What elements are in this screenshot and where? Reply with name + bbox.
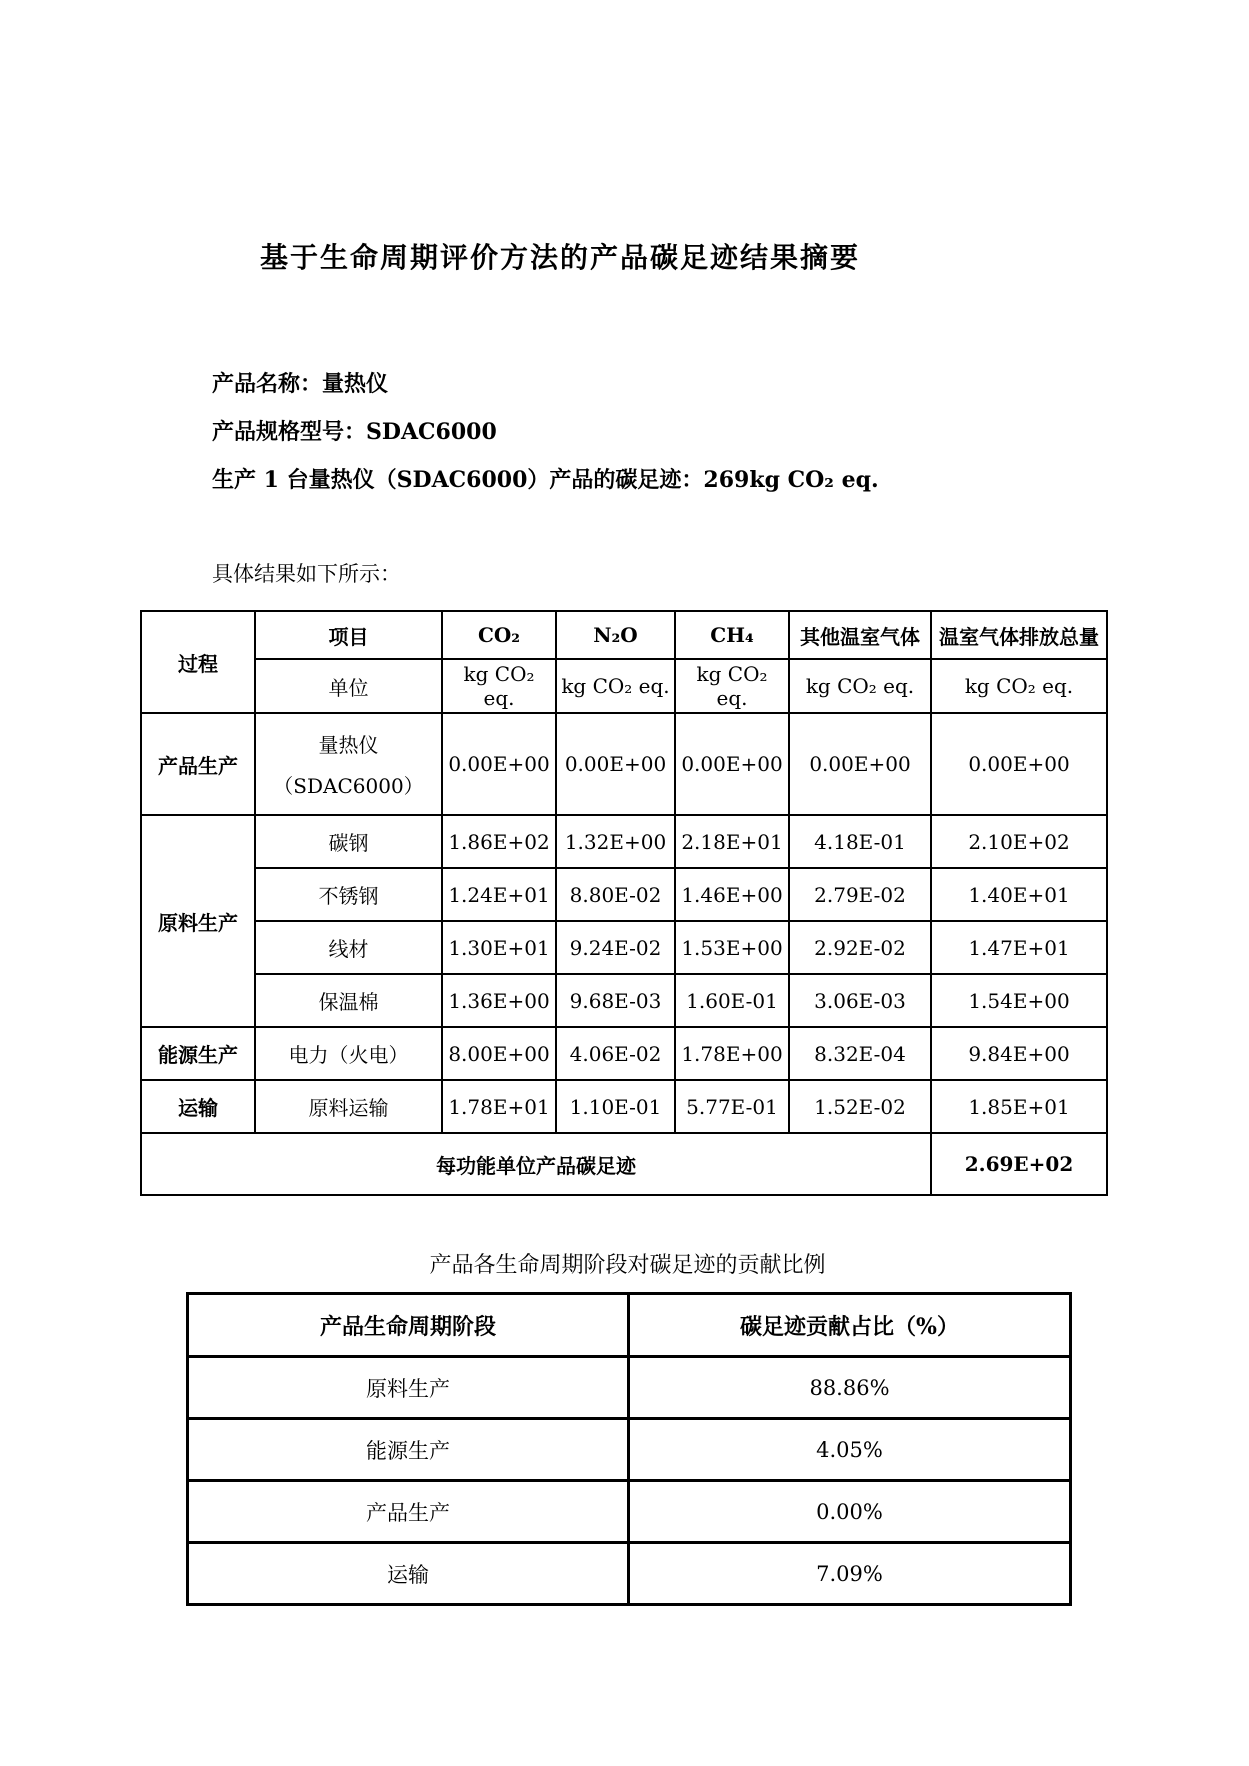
header-row-gases (141, 611, 1107, 659)
item-stainless-steel: 不锈钢 (255, 868, 442, 921)
cell-value: 1.78E+00 (675, 1027, 789, 1080)
cell-value: 8.80E-02 (556, 868, 675, 921)
table-row (188, 1481, 1071, 1543)
process-energy-production: 能源生产 (141, 1027, 255, 1080)
cell-value: 3.06E-03 (789, 974, 931, 1027)
cell-value: 8.00E+00 (442, 1027, 556, 1080)
header-other-ghg: 其他温室气体 (789, 611, 931, 659)
contribution-header-row (188, 1294, 1071, 1357)
footer-label: 每功能单位产品碳足迹 (141, 1133, 931, 1195)
cell-value: 1.78E+01 (442, 1080, 556, 1133)
share-value: 4.05% (629, 1419, 1071, 1481)
share-value: 0.00% (629, 1481, 1071, 1543)
header-row-units (141, 659, 1107, 713)
unit-label-cell: 单位 (255, 659, 442, 713)
cell-value: 0.00E+00 (789, 713, 931, 815)
cell-value: 9.68E-03 (556, 974, 675, 1027)
cell-value: 1.85E+01 (931, 1080, 1107, 1133)
footer-row (141, 1133, 1107, 1195)
stage-transport: 运输 (188, 1543, 629, 1605)
header-ch4: CH₄ (675, 611, 789, 659)
cell-value: 1.47E+01 (931, 921, 1107, 974)
table-row (141, 868, 1107, 921)
header-n2o: N₂O (556, 611, 675, 659)
process-product-production: 产品生产 (141, 713, 255, 815)
cell-value: 9.84E+00 (931, 1027, 1107, 1080)
header-footprint-share: 碳足迹贡献占比（%） (629, 1294, 1071, 1357)
cell-value: 1.36E+00 (442, 974, 556, 1027)
header-item: 项目 (255, 611, 442, 659)
cell-value: 8.32E-04 (789, 1027, 931, 1080)
process-transport: 运输 (141, 1080, 255, 1133)
stage-raw-materials: 原料生产 (188, 1357, 629, 1419)
cell-value: 1.53E+00 (675, 921, 789, 974)
cell-value: 1.10E-01 (556, 1080, 675, 1133)
table-row (141, 974, 1107, 1027)
table-row (141, 815, 1107, 868)
cell-value: 1.54E+00 (931, 974, 1107, 1027)
cell-value: 2.79E-02 (789, 868, 931, 921)
results-intro: 具体结果如下所示： (212, 562, 401, 586)
item-wire: 线材 (255, 921, 442, 974)
product-info-block (212, 360, 879, 504)
product-model-line: 产品规格型号：SDAC6000 (212, 419, 497, 445)
page-title: 基于生命周期评价方法的产品碳足迹结果摘要 (259, 241, 860, 274)
cell-value: 2.92E-02 (789, 921, 931, 974)
unit-cell: kg CO₂ eq. (675, 659, 789, 713)
cell-value: 5.77E-01 (675, 1080, 789, 1133)
contribution-table (186, 1292, 1072, 1606)
cell-value: 1.60E-01 (675, 974, 789, 1027)
unit-cell: kg CO₂ eq. (931, 659, 1107, 713)
cell-value: 4.18E-01 (789, 815, 931, 868)
stage-energy: 能源生产 (188, 1419, 629, 1481)
process-raw-materials: 原料生产 (141, 815, 255, 1027)
table-row (188, 1543, 1071, 1605)
product-name-line: 产品名称：量热仪 (212, 371, 389, 397)
item-line2: （SDAC6000） (273, 774, 424, 799)
stage-product-production: 产品生产 (188, 1481, 629, 1543)
footer-total-value: 2.69E+02 (931, 1133, 1107, 1195)
cell-value: 1.86E+02 (442, 815, 556, 868)
item-carbon-steel: 碳钢 (255, 815, 442, 868)
unit-cell: kg CO₂ eq. (442, 659, 556, 713)
cell-value: 2.10E+02 (931, 815, 1107, 868)
header-total-ghg: 温室气体排放总量 (931, 611, 1107, 659)
results-table (140, 610, 1108, 1196)
cell-value: 4.06E-02 (556, 1027, 675, 1080)
cell-value: 1.52E-02 (789, 1080, 931, 1133)
unit-cell: kg CO₂ eq. (556, 659, 675, 713)
table-row (188, 1357, 1071, 1419)
header-co2: CO₂ (442, 611, 556, 659)
item-line1: 量热仪 (318, 732, 379, 757)
cell-value: 1.46E+00 (675, 868, 789, 921)
cell-value: 0.00E+00 (442, 713, 556, 815)
contribution-table-title: 产品各生命周期阶段对碳足迹的贡献比例 (429, 1253, 826, 1278)
cell-value: 0.00E+00 (556, 713, 675, 815)
share-value: 88.86% (629, 1357, 1071, 1419)
item-calorimeter (255, 713, 442, 815)
cell-value: 1.24E+01 (442, 868, 556, 921)
item-insulation-cotton: 保温棉 (255, 974, 442, 1027)
header-lifecycle-stage: 产品生命周期阶段 (188, 1294, 629, 1357)
item-material-transport: 原料运输 (255, 1080, 442, 1133)
cell-value: 0.00E+00 (931, 713, 1107, 815)
share-value: 7.09% (629, 1543, 1071, 1605)
header-process: 过程 (141, 611, 255, 713)
cell-value: 1.32E+00 (556, 815, 675, 868)
cell-value: 1.40E+01 (931, 868, 1107, 921)
cell-value: 1.30E+01 (442, 921, 556, 974)
table-row (141, 713, 1107, 815)
table-row (141, 921, 1107, 974)
cell-value: 2.18E+01 (675, 815, 789, 868)
table-row (188, 1419, 1071, 1481)
table-row (141, 1027, 1107, 1080)
cell-value: 0.00E+00 (675, 713, 789, 815)
item-electricity: 电力（火电） (255, 1027, 442, 1080)
table-row (141, 1080, 1107, 1133)
unit-cell: kg CO₂ eq. (789, 659, 931, 713)
cell-value: 9.24E-02 (556, 921, 675, 974)
product-footprint-line: 生产 1 台量热仪（SDAC6000）产品的碳足迹：269kg CO₂ eq. (212, 467, 879, 493)
